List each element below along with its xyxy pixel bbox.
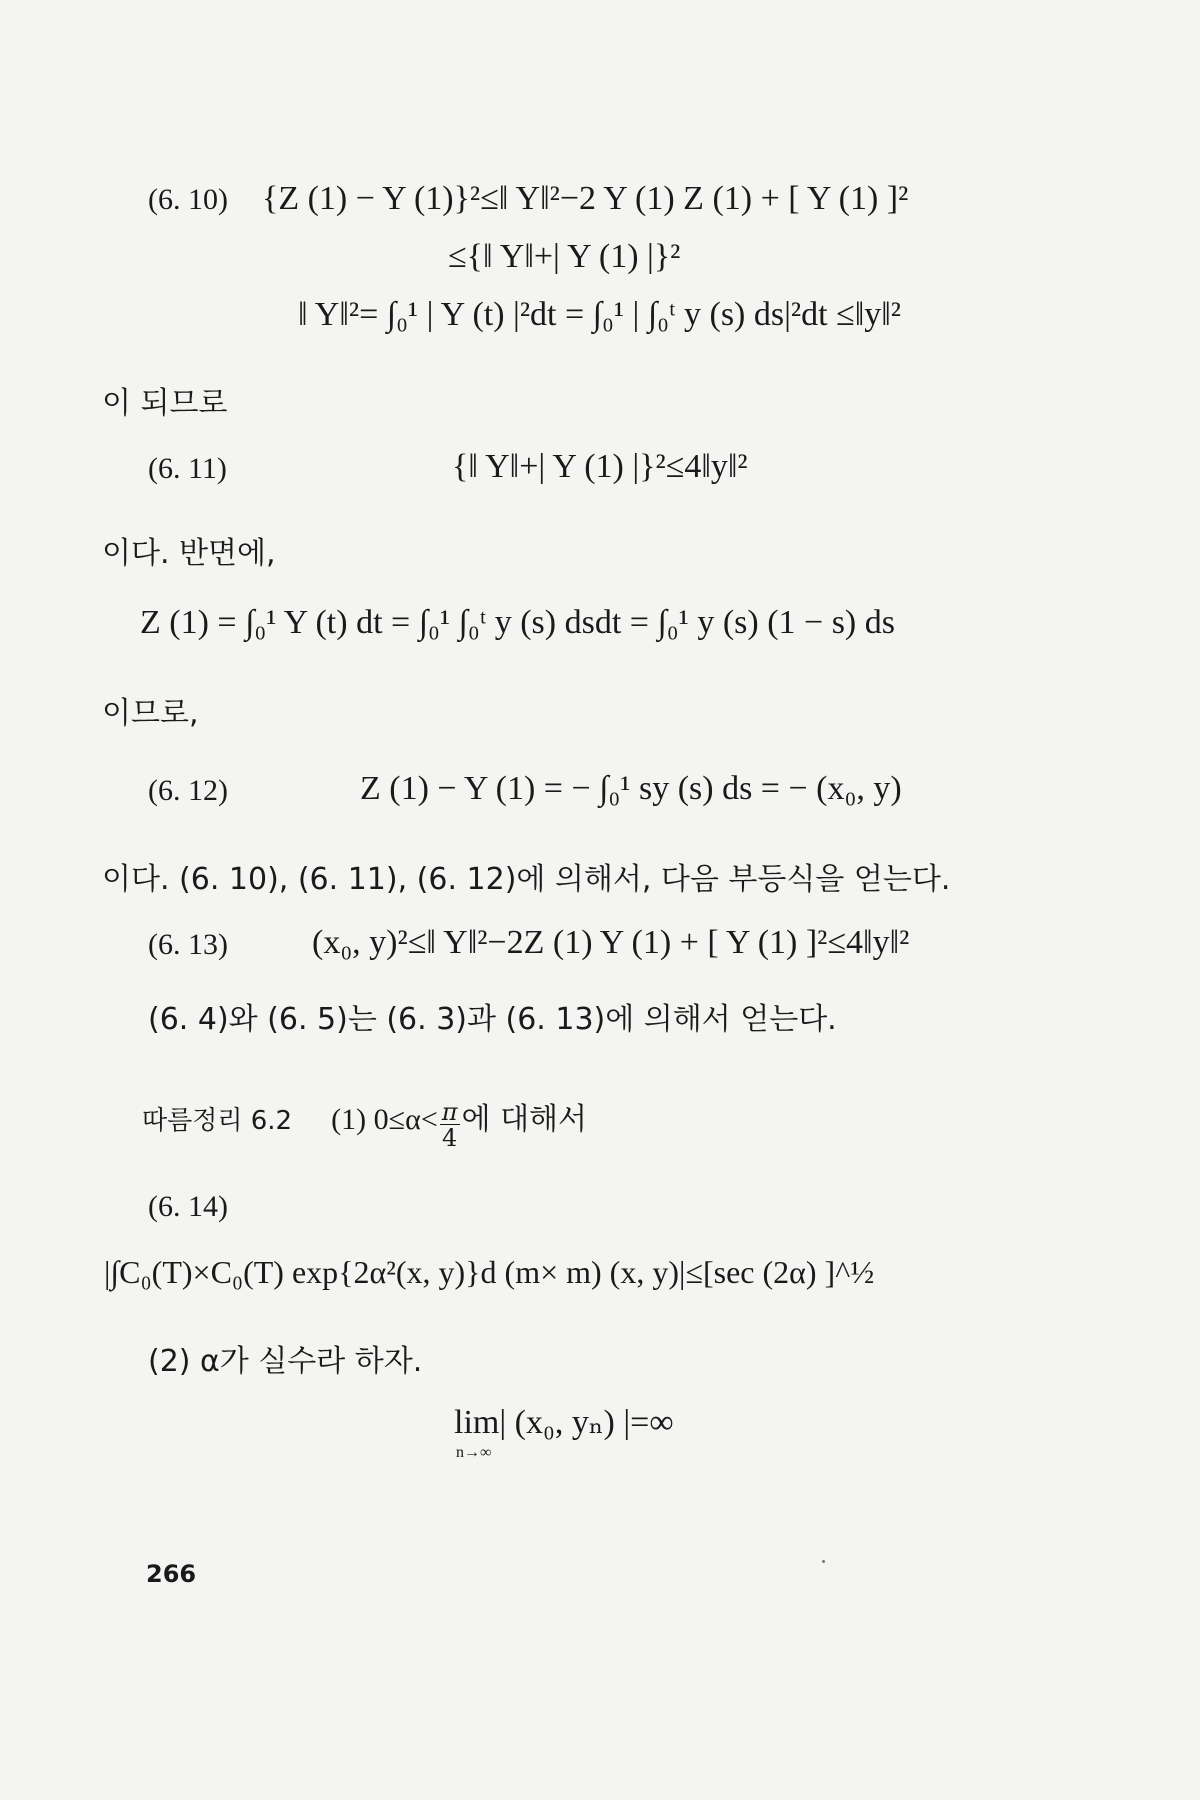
eq-z1: Z (1) = ∫₀¹ Y (t) dt = ∫₀¹ ∫₀ᵗ y (s) dsdt = ∫₀¹ y (s) (1 − s) ds bbox=[140, 604, 895, 641]
eq-6-10-tag: (6. 10) bbox=[148, 183, 228, 216]
eq-6-10-line-3: ‖ Y‖²= ∫₀¹ | Y (t) |²dt = ∫₀¹ | ∫₀ᵗ y (s) ds|²dt ≤‖y‖² bbox=[298, 296, 902, 333]
dust-speck bbox=[822, 1560, 825, 1563]
fraction-numerator: π bbox=[441, 1097, 458, 1126]
eq-6-12-tag: (6. 12) bbox=[148, 774, 228, 807]
corollary-title: 따름정리 6.2 bbox=[142, 1106, 293, 1136]
text-line-3: 이므로, bbox=[102, 696, 199, 731]
text-line-2: 이다. 반면에, bbox=[102, 536, 276, 571]
corollary-part-1-suffix: 에 대해서 bbox=[461, 1102, 588, 1137]
fraction-denominator: 4 bbox=[442, 1123, 458, 1152]
text-line-4: 이다. (6. 10), (6. 11), (6. 12)에 의해서, 다음 부등식을 얻는다. bbox=[102, 862, 951, 897]
eq-6-10-line-1: {Z (1) − Y (1)}²≤‖ Y‖²−2 Y (1) Z (1) + [ Y (1) ]² bbox=[262, 180, 909, 217]
corollary-part-2: (2) α가 실수라 하자. bbox=[148, 1344, 423, 1379]
page-number: 266 bbox=[146, 1560, 197, 1588]
text-line-1: 이 되므로 bbox=[102, 386, 228, 421]
eq-6-13-tag: (6. 13) bbox=[148, 928, 228, 961]
limit-subscript: n→∞ bbox=[456, 1444, 492, 1461]
eq-6-13-expr: (x₀, y)²≤‖ Y‖²−2Z (1) Y (1) + [ Y (1) ]²≤4‖y‖² bbox=[312, 924, 910, 961]
pi-over-4-fraction bbox=[440, 1097, 460, 1152]
eq-6-11-tag: (6. 11) bbox=[148, 452, 227, 485]
eq-6-11-expr: {‖ Y‖+| Y (1) |}²≤4‖y‖² bbox=[452, 448, 748, 485]
eq-6-14-tag: (6. 14) bbox=[148, 1190, 228, 1223]
corollary-part-1-prefix: (1) 0≤α< bbox=[331, 1103, 438, 1136]
eq-6-12-expr: Z (1) − Y (1) = − ∫₀¹ sy (s) ds = − (x₀, y) bbox=[360, 770, 902, 807]
text-line-5: (6. 4)와 (6. 5)는 (6. 3)과 (6. 13)에 의해서 얻는다. bbox=[148, 1002, 837, 1037]
eq-6-10-line-2: ≤{‖ Y‖+| Y (1) |}² bbox=[448, 238, 681, 275]
limit-expr: lim| (x₀, yₙ) |=∞ bbox=[454, 1404, 674, 1441]
corollary-heading bbox=[142, 1094, 587, 1150]
eq-6-14-expr: |∫C₀(T)×C₀(T) exp{2α²(x, y)}d (m× m) (x, y)|≤[sec (2α) ]^½ bbox=[104, 1254, 875, 1290]
